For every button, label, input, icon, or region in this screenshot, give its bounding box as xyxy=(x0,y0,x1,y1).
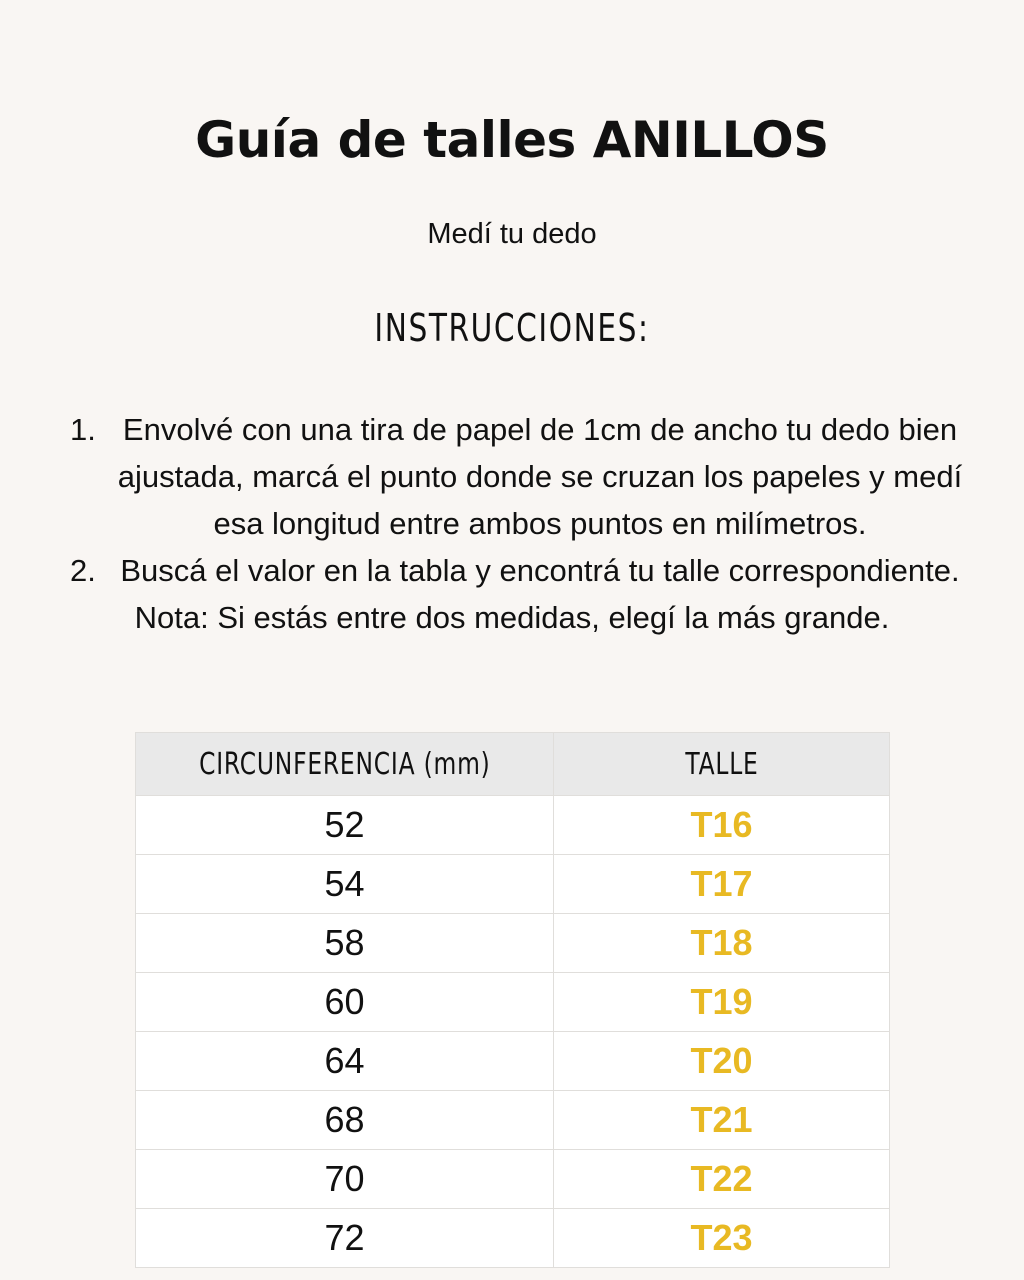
column-header-size xyxy=(554,733,890,796)
step-text: Buscá el valor en la tabla y encontrá tu talle correspondiente. xyxy=(120,553,960,588)
section-heading: INSTRUCCIONES: xyxy=(374,306,650,350)
page-title: Guía de talles ANILLOS xyxy=(195,111,829,169)
instruction-step-1 xyxy=(0,406,1024,547)
circumference-cell: 54 xyxy=(136,855,554,914)
circumference-cell: 58 xyxy=(136,914,554,973)
table-header-row xyxy=(136,733,890,796)
step-text: Envolvé con una tira de papel de 1cm de ancho tu dedo bien ajustada, marcá el punto donde se cruzan los papeles y medí esa longitud entre ambos puntos en milímetros. xyxy=(117,412,963,541)
table-row xyxy=(136,1209,890,1268)
size-cell: T20 xyxy=(554,1032,890,1091)
size-cell: T16 xyxy=(554,796,890,855)
column-header-label: CIRCUNFERENCIA (mm) xyxy=(198,746,491,782)
table-row xyxy=(136,855,890,914)
subtitle: Medí tu dedo xyxy=(427,218,597,250)
size-cell: T22 xyxy=(554,1150,890,1209)
size-table xyxy=(135,732,890,1268)
circumference-cell: 52 xyxy=(136,796,554,855)
column-header-label: TALLE xyxy=(684,746,759,782)
circumference-cell: 68 xyxy=(136,1091,554,1150)
step-number: 2. xyxy=(70,553,96,588)
table-row xyxy=(136,914,890,973)
size-cell: T23 xyxy=(554,1209,890,1268)
table-row xyxy=(136,1150,890,1209)
column-header-circumference xyxy=(136,733,554,796)
circumference-cell: 70 xyxy=(136,1150,554,1209)
circumference-cell: 64 xyxy=(136,1032,554,1091)
circumference-cell: 60 xyxy=(136,973,554,1032)
note-text: Nota: Si estás entre dos medidas, elegí la más grande. xyxy=(134,600,890,635)
table-row xyxy=(136,973,890,1032)
size-cell: T17 xyxy=(554,855,890,914)
instruction-step-2 xyxy=(0,547,1024,594)
instructions-list xyxy=(0,406,1024,641)
size-cell: T18 xyxy=(554,914,890,973)
circumference-cell: 72 xyxy=(136,1209,554,1268)
step-number: 1. xyxy=(70,412,96,447)
table-row xyxy=(136,1091,890,1150)
size-cell: T21 xyxy=(554,1091,890,1150)
size-cell: T19 xyxy=(554,973,890,1032)
table-row xyxy=(136,796,890,855)
table-row xyxy=(136,1032,890,1091)
